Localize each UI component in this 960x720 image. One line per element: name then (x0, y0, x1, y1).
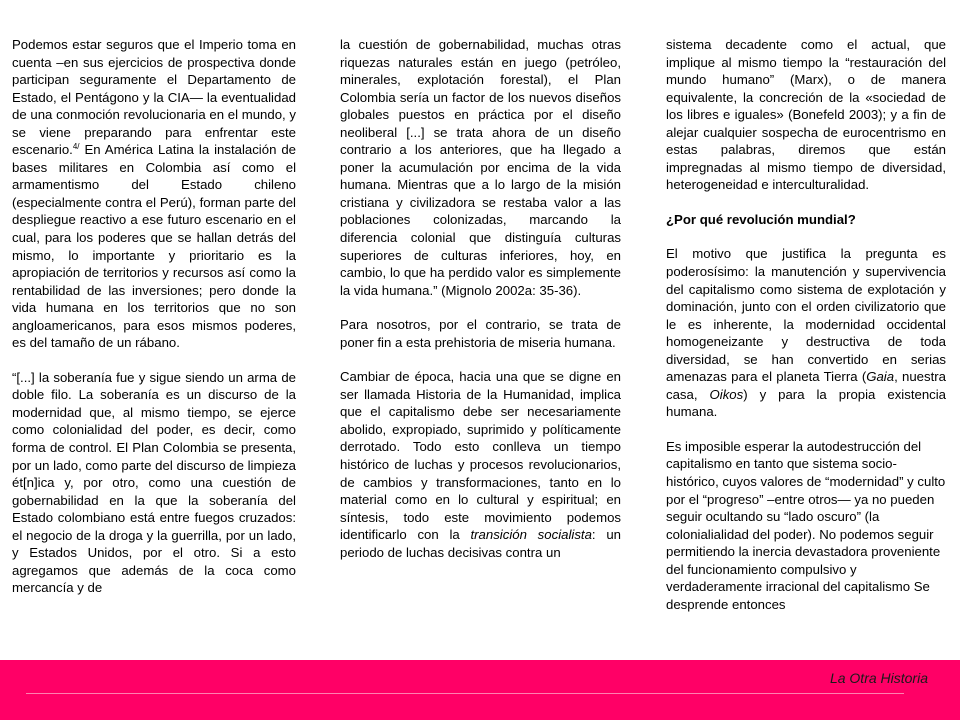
paragraph (666, 245, 946, 420)
section-heading: ¿Por qué revolución mundial? (666, 211, 856, 227)
footnote-marker: 4/ (72, 142, 80, 152)
quote-paragraph: “[...] la soberanía fue y sigue siendo un arma de doble filo. La soberanía es un discurso de la modernidad que, al mismo tiempo, se ejerce como colonialidad del poder, es decir, como forma de control. El Plan Colombia se presenta, por un lado, como parte del discurso de limpieza ét[n]ica y, por otro, como una cuestión de gobernabilidad en la que la soberanía del Estado colombiano está entre fuegos cruzados: el negocio de la droga y la guerrilla, por un lado, y Estados Unidos, por el otro. Si a esto agregamos que además de la coca como mercancía y de (12, 369, 296, 596)
paragraph: sistema decadente como el actual, que implique al mismo tiempo la “restauración del mundo humano” (Marx), o de manera equivalente, la concreción de la «sociedad de los libres e iguales» (Bonefeld 2003); y a fin de alejar cualquier sospecha de eurocentrismo en estas palabras, diremos que están impregnadas al mismo tiempo de diversidad, heterogeneidad e interculturalidad. (666, 37, 946, 193)
text-column-2 (340, 36, 621, 578)
text-column-3 (666, 36, 946, 630)
footer-title: La Otra Historia (829, 670, 928, 686)
paragraph-text: Podemos estar seguros que el Imperio toma en cuenta –en sus ejercicios de prospectiva donde participan seguramente el Departamento de Estado, el Pentágono y la CIA— la eventualidad de una conmoción revolucionaria en el mundo, y se viene preparando para enfrentar este escenario. (12, 37, 296, 158)
footer-divider (26, 693, 904, 694)
paragraph: Es imposible esperar la autodestrucción del capitalismo en tanto que sistema socio-histórico, cuyos valores de “modernidad” y culto por el “progreso” –entre otros— ya no pueden seguir ocultando su “lado oscuro” (la colonialialidad del poder). No podemos seguir permitiendo la inercia devastadora proveniente del funcionamiento compulsivo y verdaderamente irracional del capitalismo Se desprende entonces (666, 438, 946, 612)
paragraph-text: El motivo que justifica la pregunta es poderosísimo: la manutención y supervivencia del capitalismo como sistema de explotación y dominación, junto con el orden civilizatorio que le es inherente, la modernidad occidental homogeneizante y destructiva de toda diversidad, se han convertido en serias amenazas para el planeta Tierra ( (666, 246, 946, 385)
paragraph (340, 368, 621, 561)
italic-term: Gaia (866, 369, 895, 385)
paragraph-text: En América Latina la instalación de bases militares en Colombia así como el armamentismo del Estado chileno (especialmente contra el Perú), forman parte del despliegue reactivo a ese futuro escenario en el cual, para los poderes que se hallan detrás del mismo, lo importante y prioritario es la apropiación de territorios y recursos así como la rentabilidad de las inversiones; pero donde la vida humana en los territorios que no son angloamericanos, para esos mismos poderes, es del tamaño de un rábano. (12, 142, 296, 351)
quote-paragraph: la cuestión de gobernabilidad, muchas otras riquezas naturales están en juego (petróleo, minerales, explotación forestal), el Plan Colombia sería un factor de los nuevos diseños globales puestos en práctica por el diseño neoliberal [...] se trata ahora de un diseño contrario a los anteriores, que ha llegado a poner la acumulación por encima de la vida humana. Mientras que a lo largo de la misión cristiana y civilizadora se restaba valor a las poblaciones colonizadas, marcando la diferencia colonial que distinguía culturas superiores de culturas inferiores, hoy, en cambio, lo que ha perdido valor es simplemente la vida humana.” (Mignolo 2002a: 35-36). (340, 37, 621, 298)
italic-term: transición socialista (470, 527, 592, 543)
text-column-1 (12, 36, 296, 614)
paragraph-text: Cambiar de época, hacia una que se digne en ser llamada Historia de la Humanidad, implica que el capitalismo debe ser necesariamente abolido, expropiado, suprimido y políticamente derrotado. Todo esto conlleva un tiempo histórico de luchas y procesos revolucionarios, de cambios y transformaciones, tanto en lo material como en lo cultural y espiritual; en síntesis, todo este movimiento podemos identificarlo con la (340, 369, 621, 543)
paragraph (12, 36, 296, 352)
paragraph-text: : un periodo de luchas decisivas contra un (340, 527, 622, 560)
footer-band (0, 660, 960, 720)
paragraph: Para nosotros, por el contrario, se trata de poner fin a esta prehistoria de miseria humana. (340, 317, 621, 350)
paragraph-text: , nuestra casa, (666, 369, 946, 402)
italic-term: Oikos (709, 386, 744, 402)
paragraph-text: ) y para la propia existencia humana. (666, 386, 947, 420)
